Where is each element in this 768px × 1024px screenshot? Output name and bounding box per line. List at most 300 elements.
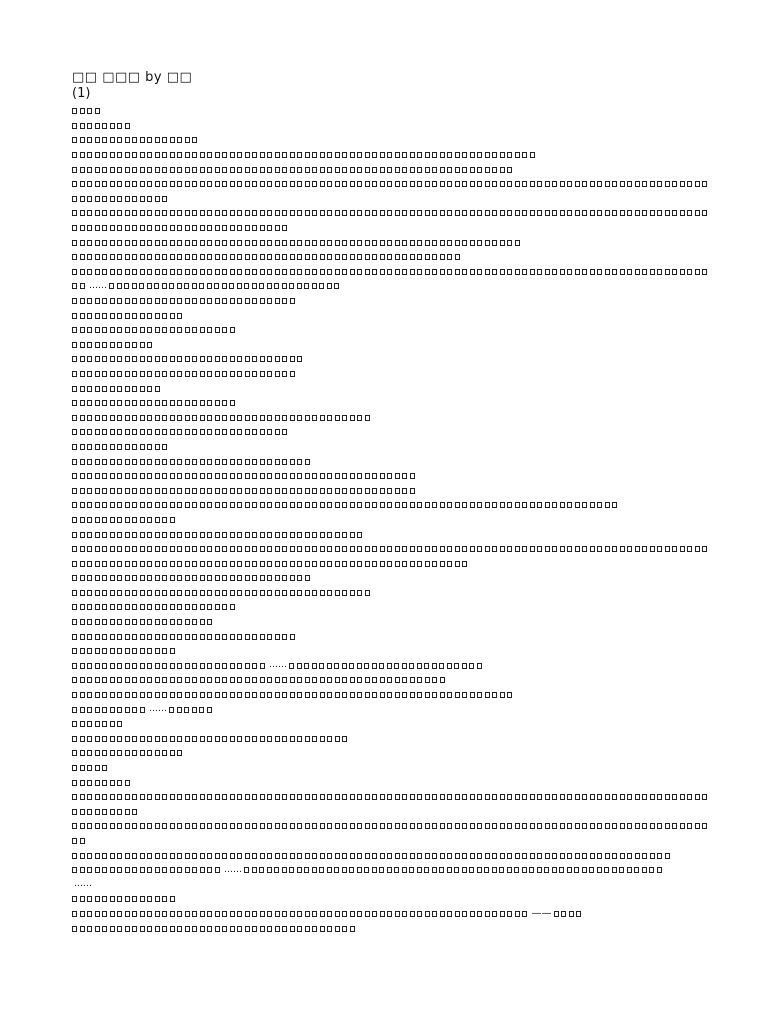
missing-glyph-box: [125, 225, 130, 231]
missing-glyph-box: [125, 896, 130, 902]
missing-glyph-box: [455, 911, 460, 917]
missing-glyph-box: [237, 298, 242, 304]
missing-glyph-box: [582, 853, 587, 859]
missing-glyph-box: [200, 429, 205, 435]
missing-glyph-box: [402, 269, 407, 275]
missing-glyph-box: [87, 823, 92, 829]
missing-glyph-box: [200, 327, 205, 333]
missing-glyph-box: [432, 269, 437, 275]
document-body: [72, 104, 696, 936]
missing-glyph-box: [237, 502, 242, 508]
missing-glyph-box: [207, 546, 212, 552]
missing-glyph-box: [200, 152, 205, 158]
missing-glyph-box: [125, 429, 130, 435]
missing-glyph-box: [327, 473, 332, 479]
missing-glyph-box: [635, 853, 640, 859]
missing-glyph-box: [342, 853, 347, 859]
missing-glyph-box: [335, 152, 340, 158]
missing-glyph-box: [537, 546, 542, 552]
missing-glyph-box: [95, 750, 100, 756]
missing-glyph-box: [417, 254, 422, 260]
missing-glyph-box: [207, 867, 212, 873]
missing-glyph-box: [125, 663, 130, 669]
missing-glyph-box: [402, 473, 407, 479]
missing-glyph-box: [507, 167, 512, 173]
missing-glyph-box: [672, 823, 677, 829]
text-line: [72, 469, 696, 484]
missing-glyph-box: [117, 911, 122, 917]
missing-glyph-box: [357, 867, 362, 873]
missing-glyph-box: [290, 473, 295, 479]
missing-glyph-box: [72, 896, 77, 902]
missing-glyph-box: [477, 911, 482, 917]
missing-glyph-box: [87, 123, 92, 129]
missing-glyph-box: [537, 853, 542, 859]
missing-glyph-box: [200, 604, 205, 610]
missing-glyph-box: [102, 327, 107, 333]
missing-glyph-box: [72, 152, 77, 158]
missing-glyph-box: [395, 240, 400, 246]
missing-glyph-box: [290, 546, 295, 552]
missing-glyph-box: [237, 634, 242, 640]
em-dash-glyph: ——: [531, 907, 552, 919]
missing-glyph-box: [507, 546, 512, 552]
missing-glyph-box: [252, 677, 257, 683]
missing-glyph-box: [470, 794, 475, 800]
text-line: [72, 498, 696, 513]
missing-glyph-box: [110, 356, 115, 362]
missing-glyph-box: [102, 429, 107, 435]
missing-glyph-box: [222, 502, 227, 508]
missing-glyph-box: [177, 152, 182, 158]
missing-glyph-box: [455, 152, 460, 158]
missing-glyph-box: [477, 210, 482, 216]
missing-glyph-box: [125, 634, 130, 640]
missing-glyph-box: [72, 780, 77, 786]
missing-glyph-box: [260, 561, 265, 567]
missing-glyph-box: [245, 429, 250, 435]
missing-glyph-box: [387, 677, 392, 683]
missing-glyph-box: [80, 356, 85, 362]
missing-glyph-box: [252, 415, 257, 421]
missing-glyph-box: [72, 692, 77, 698]
missing-glyph-box: [275, 181, 280, 187]
missing-glyph-box: [365, 167, 370, 173]
missing-glyph-box: [537, 502, 542, 508]
missing-glyph-box: [545, 546, 550, 552]
missing-glyph-box: [95, 692, 100, 698]
missing-glyph-box: [267, 926, 272, 932]
missing-glyph-box: [207, 926, 212, 932]
missing-glyph-box: [357, 663, 362, 669]
missing-glyph-box: [87, 210, 92, 216]
missing-glyph-box: [260, 532, 265, 538]
missing-glyph-box: [192, 590, 197, 596]
missing-glyph-box: [290, 210, 295, 216]
missing-glyph-box: [155, 604, 160, 610]
missing-glyph-box: [207, 575, 212, 581]
missing-glyph-box: [260, 823, 265, 829]
missing-glyph-box: [125, 794, 130, 800]
missing-glyph-box: [125, 532, 130, 538]
missing-glyph-box: [477, 269, 482, 275]
missing-glyph-box: [222, 167, 227, 173]
missing-glyph-box: [192, 488, 197, 494]
missing-glyph-box: [140, 517, 145, 523]
missing-glyph-box: [245, 181, 250, 187]
missing-glyph-box: [320, 823, 325, 829]
missing-glyph-box: [185, 663, 190, 669]
missing-glyph-box: [87, 692, 92, 698]
missing-glyph-box: [650, 210, 655, 216]
missing-glyph-box: [282, 911, 287, 917]
missing-glyph-box: [387, 502, 392, 508]
missing-glyph-box: [192, 736, 197, 742]
missing-glyph-box: [282, 561, 287, 567]
missing-glyph-box: [80, 926, 85, 932]
missing-glyph-box: [80, 225, 85, 231]
missing-glyph-box: [410, 561, 415, 567]
missing-glyph-box: [72, 269, 77, 275]
missing-glyph-box: [147, 283, 152, 289]
missing-glyph-box: [245, 152, 250, 158]
missing-glyph-box: [597, 181, 602, 187]
missing-glyph-box: [380, 488, 385, 494]
missing-glyph-box: [95, 780, 100, 786]
missing-glyph-box: [245, 240, 250, 246]
missing-glyph-box: [672, 269, 677, 275]
missing-glyph-box: [110, 342, 115, 348]
missing-glyph-box: [215, 167, 220, 173]
missing-glyph-box: [155, 444, 160, 450]
missing-glyph-box: [305, 677, 310, 683]
missing-glyph-box: [297, 926, 302, 932]
missing-glyph-box: [162, 415, 167, 421]
missing-glyph-box: [335, 794, 340, 800]
missing-glyph-box: [72, 137, 77, 143]
missing-glyph-box: [132, 517, 137, 523]
missing-glyph-box: [80, 342, 85, 348]
missing-glyph-box: [162, 473, 167, 479]
missing-glyph-box: [140, 371, 145, 377]
missing-glyph-box: [432, 823, 437, 829]
missing-glyph-box: [132, 181, 137, 187]
missing-glyph-box: [672, 210, 677, 216]
missing-glyph-box: [282, 634, 287, 640]
missing-glyph-box: [72, 575, 77, 581]
missing-glyph-box: [455, 181, 460, 187]
missing-glyph-box: [365, 254, 370, 260]
missing-glyph-box: [627, 853, 632, 859]
missing-glyph-box: [380, 210, 385, 216]
missing-glyph-box: [680, 181, 685, 187]
missing-glyph-box: [469, 867, 474, 873]
missing-glyph-box: [132, 283, 137, 289]
missing-glyph-box: [410, 502, 415, 508]
missing-glyph-box: [140, 473, 145, 479]
missing-glyph-box: [95, 867, 100, 873]
missing-glyph-box: [320, 692, 325, 698]
missing-glyph-box: [620, 210, 625, 216]
missing-glyph-box: [155, 152, 160, 158]
missing-glyph-box: [102, 371, 107, 377]
missing-glyph-box: [447, 240, 452, 246]
missing-glyph-box: [87, 371, 92, 377]
missing-glyph-box: [230, 415, 235, 421]
missing-glyph-box: [185, 532, 190, 538]
missing-glyph-box: [80, 313, 85, 319]
missing-glyph-box: [147, 298, 152, 304]
missing-glyph-box: [635, 210, 640, 216]
missing-glyph-box: [215, 911, 220, 917]
missing-glyph-box: [470, 692, 475, 698]
missing-glyph-box: [214, 283, 219, 289]
missing-glyph-box: [432, 152, 437, 158]
missing-glyph-box: [297, 736, 302, 742]
missing-glyph-box: [110, 400, 115, 406]
missing-glyph-box: [289, 663, 294, 669]
missing-glyph-box: [462, 210, 467, 216]
missing-glyph-box: [162, 167, 167, 173]
missing-glyph-box: [267, 911, 272, 917]
missing-glyph-box: [500, 546, 505, 552]
missing-glyph-box: [87, 546, 92, 552]
missing-glyph-box: [215, 225, 220, 231]
missing-glyph-box: [612, 269, 617, 275]
missing-glyph-box: [417, 269, 422, 275]
missing-glyph-box: [379, 663, 384, 669]
missing-glyph-box: [140, 196, 145, 202]
missing-glyph-box: [170, 400, 175, 406]
missing-glyph-box: [185, 853, 190, 859]
missing-glyph-box: [312, 502, 317, 508]
missing-glyph-box: [552, 823, 557, 829]
missing-glyph-box: [110, 444, 115, 450]
missing-glyph-box: [80, 371, 85, 377]
missing-glyph-box: [365, 502, 370, 508]
missing-glyph-box: [275, 794, 280, 800]
missing-glyph-box: [185, 240, 190, 246]
missing-glyph-box: [95, 225, 100, 231]
missing-glyph-box: [612, 823, 617, 829]
missing-glyph-box: [350, 210, 355, 216]
missing-glyph-box: [395, 473, 400, 479]
missing-glyph-box: [170, 356, 175, 362]
missing-glyph-box: [440, 240, 445, 246]
missing-glyph-box: [72, 677, 77, 683]
missing-glyph-box: [342, 502, 347, 508]
missing-glyph-box: [320, 532, 325, 538]
missing-glyph-box: [110, 721, 115, 727]
missing-glyph-box: [200, 167, 205, 173]
missing-glyph-box: [507, 269, 512, 275]
missing-glyph-box: [117, 532, 122, 538]
missing-glyph-box: [147, 386, 152, 392]
missing-glyph-box: [125, 356, 130, 362]
missing-glyph-box: [650, 823, 655, 829]
missing-glyph-box: [350, 269, 355, 275]
missing-glyph-box: [170, 823, 175, 829]
missing-glyph-box: [132, 692, 137, 698]
missing-glyph-box: [327, 853, 332, 859]
missing-glyph-box: [582, 823, 587, 829]
missing-glyph-box: [387, 269, 392, 275]
missing-glyph-box: [290, 459, 295, 465]
missing-glyph-box: [275, 356, 280, 362]
missing-glyph-box: [290, 926, 295, 932]
missing-glyph-box: [192, 137, 197, 143]
missing-glyph-box: [395, 488, 400, 494]
missing-glyph-box: [327, 283, 332, 289]
missing-glyph-box: [327, 794, 332, 800]
missing-glyph-box: [545, 823, 550, 829]
missing-glyph-box: [125, 167, 130, 173]
missing-glyph-box: [252, 356, 257, 362]
missing-glyph-box: [455, 502, 460, 508]
missing-glyph-box: [275, 429, 280, 435]
text-line: [72, 425, 696, 440]
missing-glyph-box: [297, 240, 302, 246]
missing-glyph-box: [417, 561, 422, 567]
missing-glyph-box: [147, 575, 152, 581]
missing-glyph-box: [245, 488, 250, 494]
missing-glyph-box: [380, 911, 385, 917]
missing-glyph-box: [305, 254, 310, 260]
missing-glyph-box: [170, 561, 175, 567]
missing-glyph-box: [200, 269, 205, 275]
missing-glyph-box: [87, 794, 92, 800]
missing-glyph-box: [530, 546, 535, 552]
missing-glyph-box: [80, 896, 85, 902]
text-line: [72, 863, 696, 878]
missing-glyph-box: [215, 429, 220, 435]
missing-glyph-box: [267, 546, 272, 552]
missing-glyph-box: [72, 313, 77, 319]
missing-glyph-box: [125, 473, 130, 479]
missing-glyph-box: [590, 853, 595, 859]
missing-glyph-box: [365, 677, 370, 683]
missing-glyph-box: [177, 532, 182, 538]
missing-glyph-box: [192, 415, 197, 421]
missing-glyph-box: [402, 181, 407, 187]
missing-glyph-box: [282, 181, 287, 187]
missing-glyph-box: [170, 619, 175, 625]
missing-glyph-box: [87, 269, 92, 275]
missing-glyph-box: [102, 911, 107, 917]
missing-glyph-box: [342, 473, 347, 479]
missing-glyph-box: [282, 240, 287, 246]
missing-glyph-box: [170, 473, 175, 479]
missing-glyph-box: [207, 532, 212, 538]
missing-glyph-box: [192, 152, 197, 158]
missing-glyph-box: [537, 269, 542, 275]
missing-glyph-box: [252, 692, 257, 698]
missing-glyph-box: [125, 415, 130, 421]
missing-glyph-box: [147, 502, 152, 508]
missing-glyph-box: [432, 240, 437, 246]
missing-glyph-box: [522, 210, 527, 216]
missing-glyph-box: [125, 137, 130, 143]
missing-glyph-box: [95, 473, 100, 479]
text-line: [72, 104, 696, 119]
missing-glyph-box: [342, 911, 347, 917]
missing-glyph-box: [327, 502, 332, 508]
missing-glyph-box: [552, 546, 557, 552]
missing-glyph-box: [305, 269, 310, 275]
missing-glyph-box: [297, 677, 302, 683]
missing-glyph-box: [125, 926, 130, 932]
missing-glyph-box: [432, 853, 437, 859]
missing-glyph-box: [177, 459, 182, 465]
missing-glyph-box: [462, 546, 467, 552]
missing-glyph-box: [125, 196, 130, 202]
missing-glyph-box: [117, 167, 122, 173]
missing-glyph-box: [87, 677, 92, 683]
missing-glyph-box: [350, 532, 355, 538]
missing-glyph-box: [327, 167, 332, 173]
missing-glyph-box: [162, 853, 167, 859]
missing-glyph-box: [80, 794, 85, 800]
missing-glyph-box: [72, 386, 77, 392]
missing-glyph-box: [207, 473, 212, 479]
missing-glyph-box: [357, 692, 362, 698]
missing-glyph-box: [170, 327, 175, 333]
missing-glyph-box: [192, 167, 197, 173]
missing-glyph-box: [87, 386, 92, 392]
missing-glyph-box: [72, 459, 77, 465]
missing-glyph-box: [117, 604, 122, 610]
missing-glyph-box: [207, 794, 212, 800]
missing-glyph-box: [282, 532, 287, 538]
missing-glyph-box: [162, 283, 167, 289]
missing-glyph-box: [170, 502, 175, 508]
missing-glyph-box: [95, 502, 100, 508]
missing-glyph-box: [87, 181, 92, 187]
missing-glyph-box: [507, 152, 512, 158]
missing-glyph-box: [327, 488, 332, 494]
missing-glyph-box: [335, 911, 340, 917]
missing-glyph-box: [80, 502, 85, 508]
missing-glyph-box: [440, 502, 445, 508]
ellipsis-glyph: ……: [89, 280, 107, 291]
missing-glyph-box: [612, 546, 617, 552]
missing-glyph-box: [155, 225, 160, 231]
text-line: [72, 629, 696, 644]
missing-glyph-box: [147, 137, 152, 143]
missing-glyph-box: [200, 298, 205, 304]
missing-glyph-box: [447, 867, 452, 873]
missing-glyph-box: [380, 152, 385, 158]
missing-glyph-box: [530, 269, 535, 275]
missing-glyph-box: [342, 181, 347, 187]
missing-glyph-box: [447, 853, 452, 859]
missing-glyph-box: [140, 342, 145, 348]
missing-glyph-box: [72, 473, 77, 479]
missing-glyph-box: [395, 692, 400, 698]
missing-glyph-box: [470, 546, 475, 552]
missing-glyph-box: [350, 853, 355, 859]
missing-glyph-box: [80, 386, 85, 392]
missing-glyph-box: [395, 823, 400, 829]
missing-glyph-box: [95, 415, 100, 421]
missing-glyph-box: [72, 488, 77, 494]
missing-glyph-box: [110, 502, 115, 508]
missing-glyph-box: [80, 750, 85, 756]
missing-glyph-box: [207, 269, 212, 275]
missing-glyph-box: [72, 181, 77, 187]
missing-glyph-box: [110, 853, 115, 859]
missing-glyph-box: [402, 911, 407, 917]
